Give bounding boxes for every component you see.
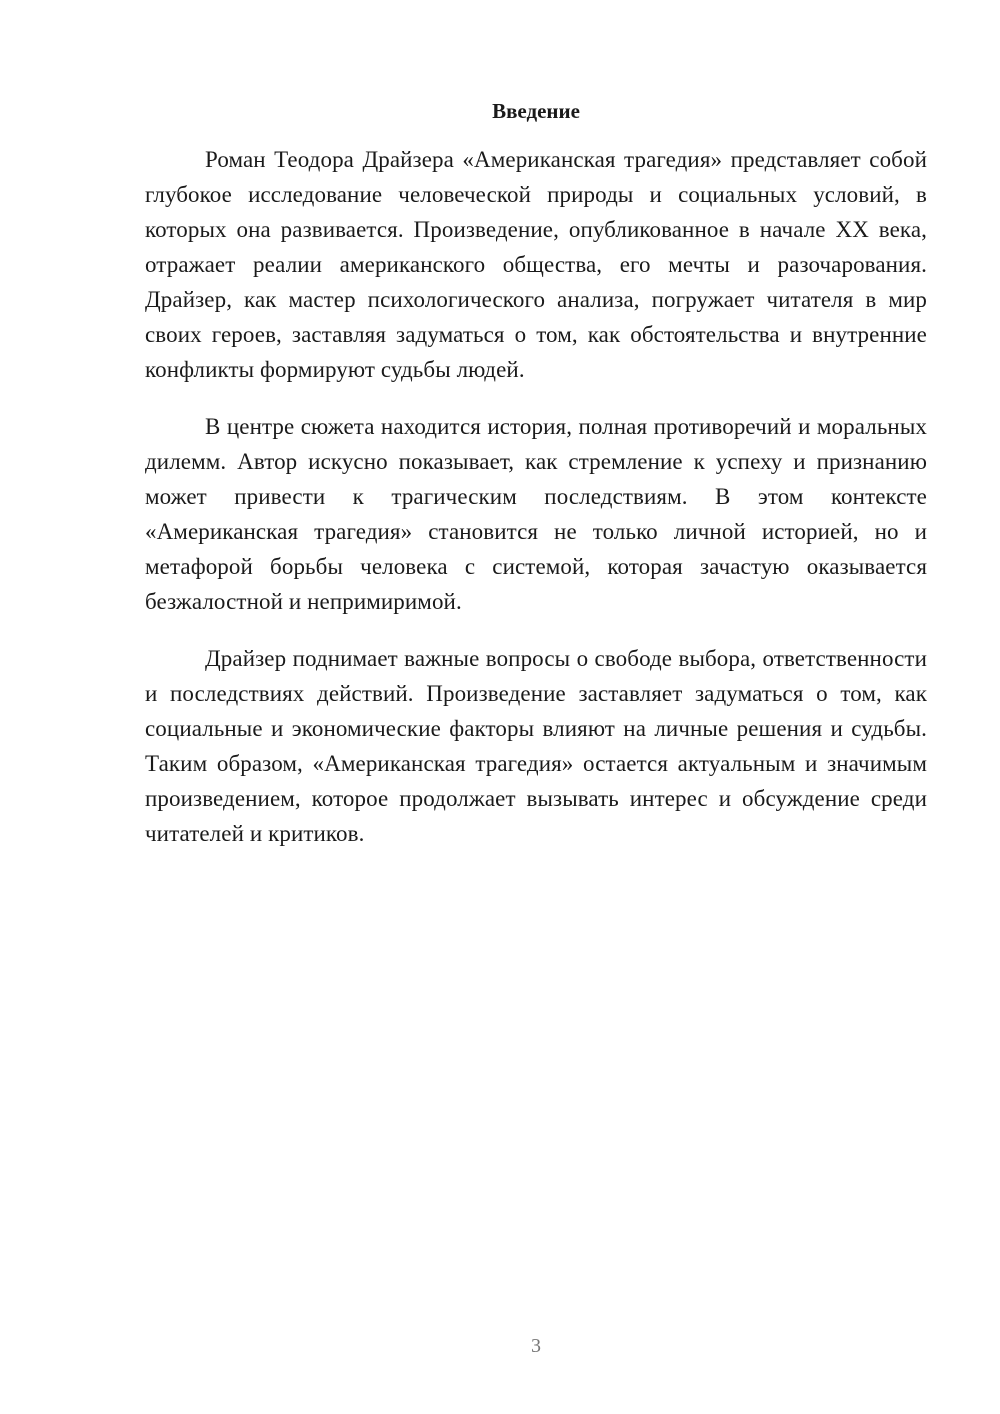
page-number: 3 xyxy=(531,1335,541,1357)
paragraph-1: Роман Теодора Драйзера «Американская трагедия» представляет собой глубокое исследование человеческой природы и социальных условий, в которых она развивается. Произведение, опубликованное в начале XX века, отражает реалии американского общества, его мечты и разочарования. Драйзер, как мастер психологического анализа, погружает читателя в мир своих героев, заставляя задуматься о том, как обстоятельства и внутренние конфликты формируют судьбы людей. xyxy=(145,147,927,382)
paragraph-3: Драйзер поднимает важные вопросы о свободе выбора, ответственности и последствиях действий. Произведение заставляет задуматься о том, как социальные и экономические факторы влияют на личные решения и судьбы. Таким образом, «Американская трагедия» остается актуальным и значимым произведением, которое продолжает вызывать интерес и обсуждение среди читателей и критиков. xyxy=(145,646,927,846)
paragraph-2: В центре сюжета находится история, полная противоречий и моральных дилемм. Автор искусно показывает, как стремление к успеху и признанию может привести к трагическим последствиям. В этом контексте «Американская трагедия» становится не только личной историей, но и метафорой борьбы человека с системой, которая зачастую оказывается безжалостной и непримиримой. xyxy=(145,414,927,614)
section-heading: Введение xyxy=(492,99,580,123)
